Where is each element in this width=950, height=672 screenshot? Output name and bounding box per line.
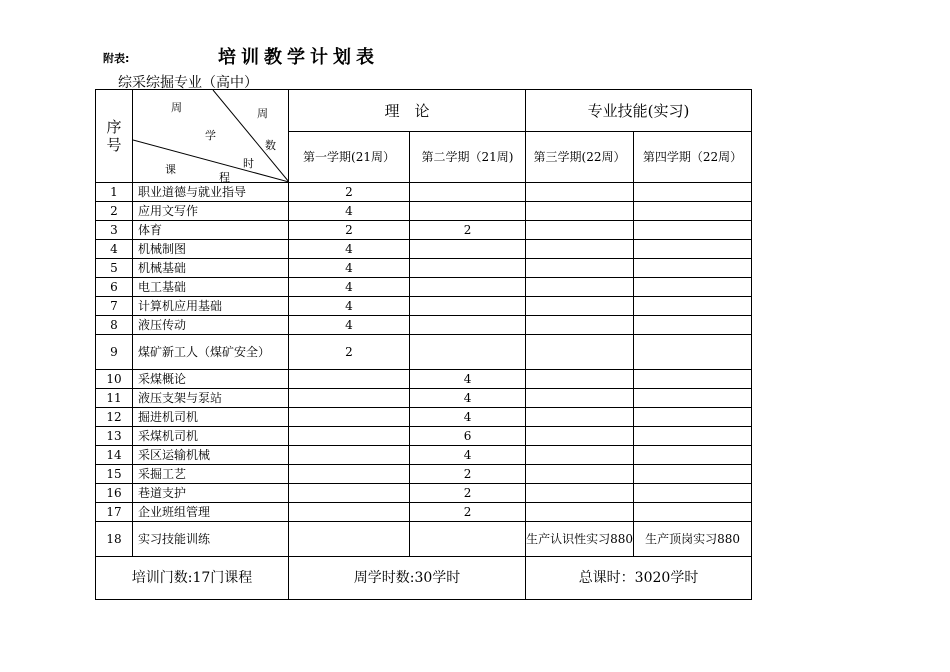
row-course: 采掘工艺: [133, 465, 289, 484]
row-term3: [526, 240, 634, 259]
row-term1: 4: [289, 297, 410, 316]
diagonal-header-cell: [133, 90, 289, 183]
row-term2: [410, 259, 526, 278]
row-term1: [289, 446, 410, 465]
row-term4: [634, 221, 752, 240]
table-row: [96, 316, 752, 335]
row-term4: [634, 503, 752, 522]
row-term2: 4: [410, 389, 526, 408]
table-row: [96, 278, 752, 297]
row-term1: [289, 484, 410, 503]
row-term2: [410, 297, 526, 316]
table-row: [96, 522, 752, 557]
row-term3: [526, 183, 634, 202]
row-term2: [410, 522, 526, 557]
table-row: [96, 297, 752, 316]
row-term1: [289, 408, 410, 427]
row-term3: [526, 427, 634, 446]
row-term1: [289, 522, 410, 557]
row-term2: [410, 278, 526, 297]
table-row: [96, 202, 752, 221]
table-row: [96, 484, 752, 503]
row-term4: [634, 278, 752, 297]
diag-label-course-1: 课: [165, 163, 176, 176]
row-course: 采煤概论: [133, 370, 289, 389]
table-row: [96, 370, 752, 389]
table-row: [96, 408, 752, 427]
row-course: 液压支架与泵站: [133, 389, 289, 408]
row-course: 采煤机司机: [133, 427, 289, 446]
row-term1: [289, 427, 410, 446]
row-term4: [634, 465, 752, 484]
row-course: 煤矿新工人（煤矿安全）: [133, 335, 289, 370]
summary-row: [96, 557, 752, 600]
page-title: 培训教学计划表: [218, 47, 379, 68]
row-term2: 4: [410, 408, 526, 427]
table-row: [96, 221, 752, 240]
row-term4: [634, 446, 752, 465]
table-row: [96, 259, 752, 278]
table-row: [96, 465, 752, 484]
row-no: 15: [96, 465, 133, 484]
row-term2: [410, 240, 526, 259]
row-term3: [526, 503, 634, 522]
table-row: [96, 503, 752, 522]
row-no: 14: [96, 446, 133, 465]
term-3-header: 第三学期(22周）: [526, 132, 634, 183]
program-subtitle: 综采综掘专业（高中）: [118, 75, 258, 91]
row-no: 3: [96, 221, 133, 240]
row-term4: [634, 259, 752, 278]
seq-header: 序号: [106, 118, 122, 154]
row-term1: 2: [289, 183, 410, 202]
row-course: 应用文写作: [133, 202, 289, 221]
row-term2: 2: [410, 465, 526, 484]
row-term1: 4: [289, 259, 410, 278]
row-term3: [526, 446, 634, 465]
appendix-label: 附表:: [103, 52, 130, 65]
row-term4: [634, 335, 752, 370]
theory-header: 理 论: [289, 90, 526, 132]
row-term2: 2: [410, 221, 526, 240]
row-course: 机械基础: [133, 259, 289, 278]
row-course: 体育: [133, 221, 289, 240]
row-no: 2: [96, 202, 133, 221]
row-term1: [289, 389, 410, 408]
row-term3: [526, 278, 634, 297]
row-no: 11: [96, 389, 133, 408]
table-row: [96, 240, 752, 259]
diag-label-week-1: 周: [171, 101, 182, 114]
row-term1: 4: [289, 278, 410, 297]
diag-label-week-2: 周: [257, 107, 268, 120]
row-term2: [410, 316, 526, 335]
table-row: [96, 389, 752, 408]
row-term3: [526, 316, 634, 335]
row-term1: [289, 503, 410, 522]
row-term4: [634, 202, 752, 221]
row-term4: [634, 484, 752, 503]
row-term1: [289, 370, 410, 389]
row-term2: 4: [410, 370, 526, 389]
term-4-header: 第四学期（22周）: [634, 132, 752, 183]
seq-header-cell: [96, 90, 133, 183]
table-row: [96, 427, 752, 446]
diag-label-count: 数: [265, 139, 276, 152]
row-term2: 2: [410, 484, 526, 503]
row-term3: [526, 389, 634, 408]
training-plan-table: [95, 89, 752, 600]
row-term3: [526, 202, 634, 221]
row-term1: 2: [289, 335, 410, 370]
row-no: 5: [96, 259, 133, 278]
row-course: 掘进机司机: [133, 408, 289, 427]
row-term4: [634, 370, 752, 389]
row-course: 实习技能训练: [133, 522, 289, 557]
row-no: 12: [96, 408, 133, 427]
row-term4: [634, 183, 752, 202]
diag-label-study: 学: [205, 129, 216, 142]
row-course: 巷道支护: [133, 484, 289, 503]
row-term2: [410, 335, 526, 370]
row-term3: [526, 221, 634, 240]
row-term1: 4: [289, 240, 410, 259]
row-term4: [634, 316, 752, 335]
row-term3: [526, 484, 634, 503]
diag-label-course-2: 程: [219, 171, 230, 183]
summary-course-count: 培训门数:17门课程: [96, 557, 289, 600]
table-row: [96, 183, 752, 202]
table-row: [96, 335, 752, 370]
row-term3: [526, 297, 634, 316]
row-term1: 2: [289, 221, 410, 240]
row-course: 机械制图: [133, 240, 289, 259]
summary-total-hours: 总课时：3020学时: [526, 557, 752, 600]
row-term4: [634, 389, 752, 408]
row-no: 18: [96, 522, 133, 557]
row-term4: [634, 408, 752, 427]
row-term1: [289, 465, 410, 484]
row-no: 1: [96, 183, 133, 202]
row-term3: [526, 370, 634, 389]
row-term2: 6: [410, 427, 526, 446]
row-term4: 生产顶岗实习880: [634, 522, 752, 557]
row-term4: [634, 297, 752, 316]
row-term3: 生产认识性实习880: [526, 522, 634, 557]
row-course: 采区运输机械: [133, 446, 289, 465]
row-term3: [526, 408, 634, 427]
row-term3: [526, 259, 634, 278]
diag-label-hours: 时: [243, 157, 254, 170]
row-no: 4: [96, 240, 133, 259]
row-no: 9: [96, 335, 133, 370]
row-term2: [410, 202, 526, 221]
row-no: 8: [96, 316, 133, 335]
row-term2: 4: [410, 446, 526, 465]
table-row: [96, 446, 752, 465]
term-1-header: 第一学期(21周）: [289, 132, 410, 183]
row-no: 17: [96, 503, 133, 522]
row-term1: 4: [289, 202, 410, 221]
row-course: 职业道德与就业指导: [133, 183, 289, 202]
row-term1: 4: [289, 316, 410, 335]
row-term4: [634, 240, 752, 259]
row-term2: [410, 183, 526, 202]
row-course: 电工基础: [133, 278, 289, 297]
row-term3: [526, 465, 634, 484]
term-2-header: 第二学期（21周): [410, 132, 526, 183]
row-no: 16: [96, 484, 133, 503]
row-no: 13: [96, 427, 133, 446]
row-no: 7: [96, 297, 133, 316]
row-term4: [634, 427, 752, 446]
row-course: 液压传动: [133, 316, 289, 335]
row-term2: 2: [410, 503, 526, 522]
summary-weekly-hours: 周学时数:30学时: [289, 557, 526, 600]
row-course: 企业班组管理: [133, 503, 289, 522]
row-course: 计算机应用基础: [133, 297, 289, 316]
row-term3: [526, 335, 634, 370]
row-no: 6: [96, 278, 133, 297]
row-no: 10: [96, 370, 133, 389]
skills-header: 专业技能(实习): [526, 90, 752, 132]
